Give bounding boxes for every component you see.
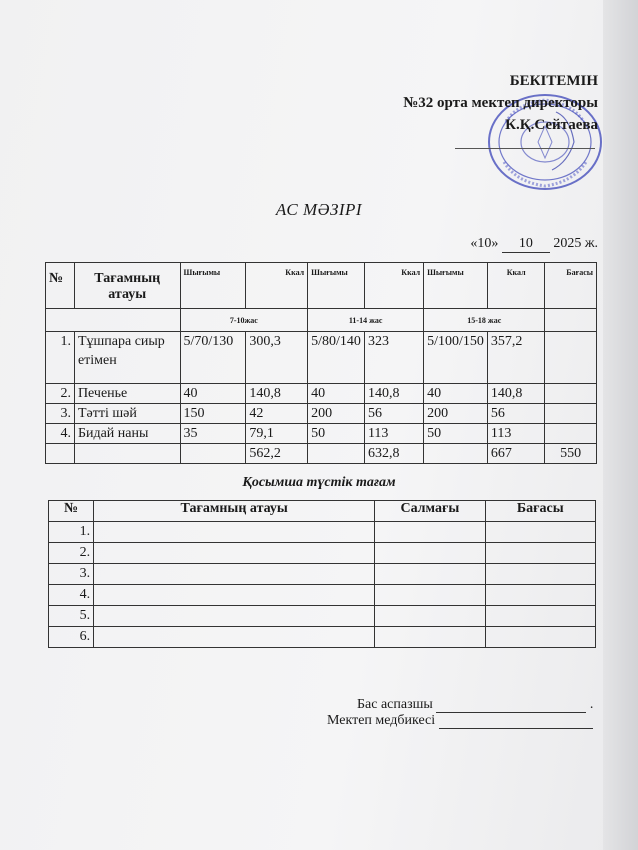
menu-header-row — [46, 263, 597, 309]
table-row — [49, 627, 596, 648]
table-row — [46, 404, 597, 424]
approval-name: К.Қ.Сейтаева — [505, 117, 598, 133]
extra-header-price: Бағасы — [485, 501, 595, 522]
extra-header-number: № — [49, 501, 94, 522]
header-yield-15-18: Шығымы — [424, 263, 488, 309]
kcal-15-18: 357,2 — [487, 332, 544, 384]
table-row — [49, 564, 596, 585]
table-row — [46, 332, 597, 384]
yield-11-14: 50 — [308, 424, 365, 444]
price — [545, 404, 597, 424]
kcal-7-10: 140,8 — [246, 384, 308, 404]
header-kcal-15-18: Ккал — [487, 263, 544, 309]
kcal-11-14: 323 — [364, 332, 423, 384]
row-number: 4. — [46, 424, 75, 444]
total-kcal-11-14: 632,8 — [364, 444, 423, 464]
chef-label: Бас аспазшы — [357, 697, 433, 712]
row-number: 6. — [49, 627, 94, 648]
kcal-15-18: 56 — [487, 404, 544, 424]
header-price: Бағасы — [545, 263, 597, 309]
price — [545, 332, 597, 384]
kcal-7-10: 79,1 — [246, 424, 308, 444]
kcal-15-18: 140,8 — [487, 384, 544, 404]
chef-signature-line — [436, 698, 586, 713]
header-dish-name: Тағамның атауы — [74, 263, 180, 309]
table-row — [49, 585, 596, 606]
date-year: 2025 ж. — [553, 236, 598, 251]
price — [545, 424, 597, 444]
header-kcal-11-14: Ккал — [364, 263, 423, 309]
yield-7-10: 5/70/130 — [180, 332, 246, 384]
yield-15-18: 200 — [424, 404, 488, 424]
yield-7-10: 40 — [180, 384, 246, 404]
row-number: 4. — [49, 585, 94, 606]
totals-row — [46, 444, 597, 464]
row-number: 2. — [49, 543, 94, 564]
price — [545, 384, 597, 404]
yield-7-10: 35 — [180, 424, 246, 444]
dish-name: Печенье — [74, 384, 180, 404]
total-price: 550 — [545, 444, 597, 464]
age-group-11-14: 11-14 жас — [308, 309, 424, 332]
yield-15-18: 5/100/150 — [424, 332, 488, 384]
extra-header-weight: Салмағы — [375, 501, 485, 522]
total-kcal-15-18: 667 — [487, 444, 544, 464]
dish-name: Бидай наны — [74, 424, 180, 444]
extra-header-row — [49, 501, 596, 522]
row-number: 1. — [49, 522, 94, 543]
header-yield-11-14: Шығымы — [308, 263, 365, 309]
row-number: 3. — [46, 404, 75, 424]
kcal-7-10: 300,3 — [246, 332, 308, 384]
approval-heading: БЕКІТЕМІН — [509, 73, 598, 89]
yield-11-14: 40 — [308, 384, 365, 404]
nurse-signature — [327, 713, 593, 729]
table-row — [46, 424, 597, 444]
row-number: 2. — [46, 384, 75, 404]
approval-position: №32 орта мектеп директоры — [403, 95, 598, 111]
row-number: 5. — [49, 606, 94, 627]
yield-11-14: 5/80/140 — [308, 332, 365, 384]
yield-15-18: 40 — [424, 384, 488, 404]
kcal-15-18: 113 — [487, 424, 544, 444]
row-number: 3. — [49, 564, 94, 585]
approval-block — [403, 70, 598, 136]
nurse-label: Мектеп медбикесі — [327, 713, 436, 728]
table-row — [49, 543, 596, 564]
header-kcal-7-10: Ккал — [246, 263, 308, 309]
age-group-15-18: 15-18 жас — [424, 309, 545, 332]
director-signature-line — [455, 148, 595, 149]
table-row — [46, 384, 597, 404]
page-title: АС МӘЗІРІ — [275, 200, 363, 219]
nurse-signature-line — [439, 714, 593, 729]
kcal-7-10: 42 — [246, 404, 308, 424]
row-number: 1. — [46, 332, 75, 384]
document-date — [470, 236, 598, 253]
table-row — [49, 522, 596, 543]
table-row — [49, 606, 596, 627]
dish-name: Тәтті шәй — [74, 404, 180, 424]
menu-age-row — [46, 309, 597, 332]
extra-dish-title: Қосымша түстік тағам — [242, 475, 396, 490]
kcal-11-14: 56 — [364, 404, 423, 424]
yield-11-14: 200 — [308, 404, 365, 424]
extra-header-dish-name: Тағамның атауы — [94, 501, 375, 522]
menu-table — [45, 262, 597, 464]
date-month: 10 — [502, 236, 550, 253]
total-kcal-7-10: 562,2 — [246, 444, 308, 464]
header-yield-7-10: Шығымы — [180, 263, 246, 309]
dish-name: Тұшпара сиыр етімен — [74, 332, 180, 384]
yield-7-10: 150 — [180, 404, 246, 424]
chef-signature: Бас аспазшы . — [357, 697, 594, 712]
page-shadow — [603, 0, 638, 850]
header-number: № — [46, 263, 75, 309]
yield-15-18: 50 — [424, 424, 488, 444]
extra-dish-table — [48, 500, 596, 648]
kcal-11-14: 113 — [364, 424, 423, 444]
date-day: «10» — [470, 236, 499, 251]
age-group-7-10: 7-10жас — [180, 309, 308, 332]
kcal-11-14: 140,8 — [364, 384, 423, 404]
